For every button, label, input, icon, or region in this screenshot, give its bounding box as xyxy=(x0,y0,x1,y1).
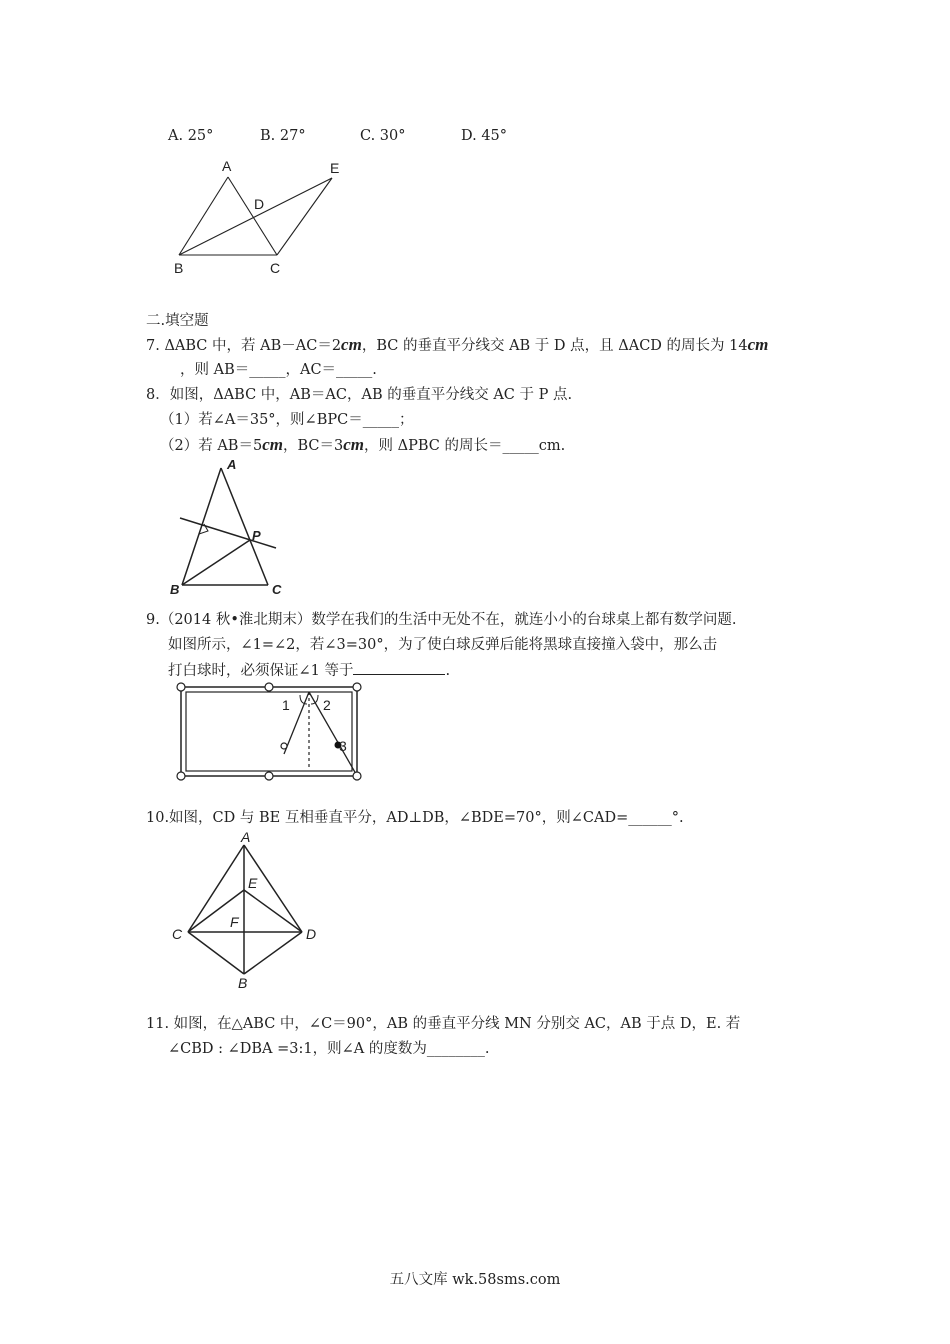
section-title: 二.填空题 xyxy=(146,313,209,329)
q9-line3 xyxy=(168,660,450,681)
q9-line1: 9.（2014 秋•淮北期末）数学在我们的生活中无处不在，就连小小的台球桌上都有数学问题. xyxy=(146,612,737,628)
label-b: B xyxy=(174,260,184,276)
q8-unit-2: cm xyxy=(343,435,364,454)
q10-line1: 10.如图，CD 与 BE 互相垂直平分，AD⊥DB，∠BDE=70°，则∠CAD=______°. xyxy=(146,810,684,826)
q6-option-c: C. 30° xyxy=(360,128,406,144)
label-c: C xyxy=(172,926,183,942)
page-footer: 五八文库 wk.58sms.com xyxy=(389,1272,561,1288)
q8-line3 xyxy=(160,435,565,456)
q8-line2: （1）若∠A＝35°，则∠BPC＝_____； xyxy=(160,412,414,428)
angle-2-label: 2 xyxy=(323,697,331,713)
q11-line2: ∠CBD : ∠DBA =3:1，则∠A 的度数为________. xyxy=(168,1041,490,1057)
q8-text-c: ，则 ΔPBC 的周长＝_____cm. xyxy=(364,438,566,454)
label-d: D xyxy=(254,196,265,212)
q8-line1: 8．如图，ΔABC 中，AB＝AC，AB 的垂直平分线交 AC 于 P 点. xyxy=(146,387,573,403)
q10-figure xyxy=(168,828,328,991)
q9-figure xyxy=(176,682,366,782)
label-a: A xyxy=(222,158,232,174)
label-b: B xyxy=(170,582,180,597)
q7-line1 xyxy=(146,335,768,356)
label-d: D xyxy=(306,926,317,942)
q8-unit-1: cm xyxy=(262,435,283,454)
label-c: C xyxy=(270,260,281,276)
q8-figure xyxy=(168,458,308,598)
q9-text: 打白球时，必须保证∠1 等于 xyxy=(168,663,354,679)
label-b: B xyxy=(238,975,248,991)
label-e: E xyxy=(248,875,258,891)
label-e: E xyxy=(330,160,340,176)
angle-1-label: 1 xyxy=(282,697,290,713)
q7-unit-2: cm xyxy=(747,335,769,354)
q8-text-b: ，BC＝3 xyxy=(282,438,344,454)
q6-option-b: B. 27° xyxy=(260,128,306,144)
label-f: F xyxy=(230,914,239,930)
q9-period: . xyxy=(445,663,451,679)
q7-line2: ，则 AB＝_____，AC＝_____. xyxy=(180,362,377,378)
label-c: C xyxy=(272,582,282,597)
q8-text-a: （2）若 AB＝5 xyxy=(160,438,263,454)
q6-option-a: A. 25° xyxy=(168,128,214,144)
q11-line1: 11. 如图，在△ABC 中，∠C＝90°，AB 的垂直平分线 MN 分别交 AC，AB 于点 D，E. 若 xyxy=(146,1016,741,1032)
q6-option-d: D. 45° xyxy=(461,128,508,144)
q7-text-a: 7. ΔABC 中，若 AB－AC＝2 xyxy=(146,338,342,354)
q6-figure xyxy=(160,155,360,285)
q7-unit-1: cm xyxy=(341,335,362,354)
label-p: P xyxy=(252,528,261,543)
label-a: A xyxy=(227,457,237,472)
label-a: A xyxy=(241,829,251,845)
angle-3-label: 3 xyxy=(339,738,347,754)
q9-line2: 如图所示，∠1=∠2，若∠3=30°，为了使白球反弹后能将黑球直接撞入袋中，那么击 xyxy=(168,637,718,653)
q7-text-b: ，BC 的垂直平分线交 AB 于 D 点，且 ΔACD 的周长为 14 xyxy=(361,338,748,354)
q9-answer-blank xyxy=(353,660,445,675)
